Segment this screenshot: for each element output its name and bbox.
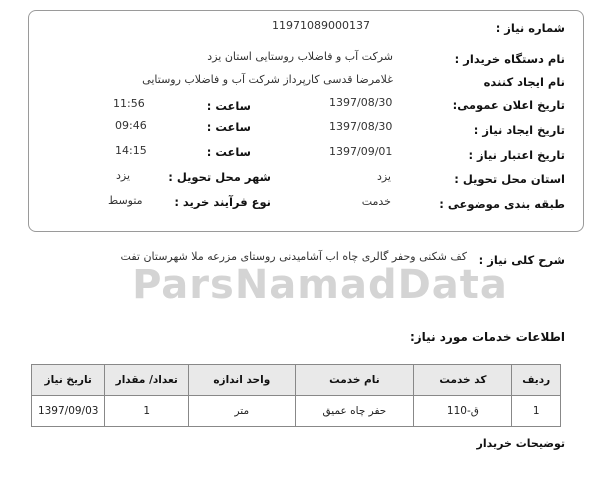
buyer-org-value: شرکت آب و فاضلاب روستایی استان یزد <box>207 50 393 63</box>
cell-need-date: 1397/09/03 <box>32 396 105 427</box>
province-label: استان محل تحویل : <box>454 172 565 186</box>
province-value: یزد <box>376 170 391 183</box>
create-time-value: 09:46 <box>115 119 147 132</box>
header-unit: واحد اندازه <box>189 365 295 396</box>
creator-label: نام ایجاد کننده <box>483 75 565 89</box>
watermark-text: ParsNamadData <box>132 262 508 308</box>
description-label: شرح کلی نیاز : <box>478 253 565 267</box>
table-header-row <box>32 365 561 396</box>
create-date-label: تاریخ ایجاد نیاز : <box>473 123 565 137</box>
creator-value: غلامرضا قدسی کارپرداز شرکت آب و فاضلاب روستایی <box>142 73 393 86</box>
valid-time-label: ساعت : <box>206 145 251 159</box>
header-row-number: ردیف <box>512 365 561 396</box>
category-label: طبقه بندی موضوعی : <box>439 197 565 211</box>
buyer-org-label: نام دستگاه خریدار : <box>454 52 565 66</box>
public-time-value: 11:56 <box>113 97 145 110</box>
create-time-label: ساعت : <box>206 120 251 134</box>
cell-row-number: 1 <box>512 396 561 427</box>
valid-time-value: 14:15 <box>115 144 147 157</box>
process-value: متوسط <box>108 194 143 207</box>
create-date-value: 1397/08/30 <box>329 120 393 133</box>
services-table <box>31 364 561 427</box>
need-number-label: شماره نیاز : <box>495 21 565 35</box>
valid-date-value: 1397/09/01 <box>329 145 393 158</box>
header-quantity: تعداد/ مقدار <box>105 365 189 396</box>
need-number-value: 11971089000137 <box>272 19 370 32</box>
valid-date-label: تاریخ اعتبار نیاز : <box>468 148 565 162</box>
public-date-label: تاریخ اعلان عمومی: <box>452 98 565 112</box>
cell-service-code: ق-110 <box>414 396 512 427</box>
services-title: اطلاعات خدمات مورد نیاز: <box>409 330 565 344</box>
description-value: کف شکنی وحفر گالری چاه اب آشامیدنی روستای مزرعه ملا شهرستان تفت <box>120 250 467 263</box>
category-value: خدمت <box>361 195 391 208</box>
cell-quantity: 1 <box>105 396 189 427</box>
table-row <box>32 396 561 427</box>
public-time-label: ساعت : <box>206 99 251 113</box>
header-service-name: نام خدمت <box>295 365 414 396</box>
public-date-value: 1397/08/30 <box>329 96 393 109</box>
city-value: یزد <box>116 169 131 182</box>
cell-unit: متر <box>189 396 295 427</box>
cell-service-name: حفر چاه عمیق <box>295 396 414 427</box>
header-service-code: کد خدمت <box>414 365 512 396</box>
process-label: نوع فرآیند خرید : <box>174 195 271 209</box>
buyer-notes-label: توضیحات خریدار <box>476 437 565 450</box>
header-need-date: تاریخ نیاز <box>32 365 105 396</box>
city-label: شهر محل تحویل : <box>168 170 271 184</box>
